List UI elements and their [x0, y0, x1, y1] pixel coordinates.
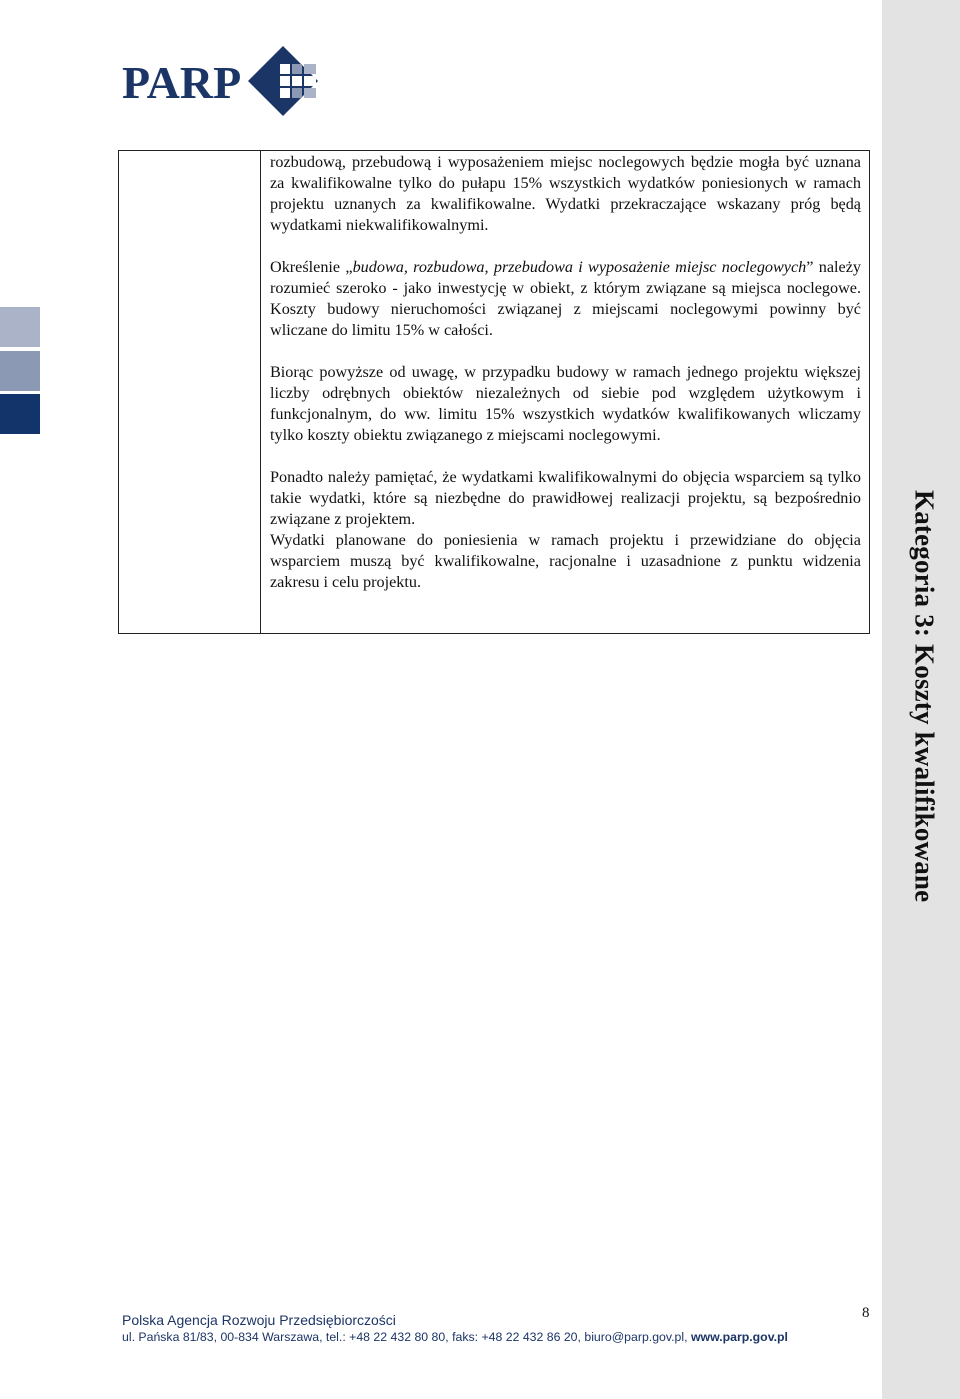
side-title-text: Kategoria 3: Koszty kwalifikowane: [909, 490, 940, 903]
page-number: 8: [862, 1305, 870, 1321]
section-tab-dark: [0, 394, 40, 434]
content-table: [118, 150, 870, 634]
parp-logo: [122, 42, 322, 122]
paragraph-2: [270, 257, 861, 341]
paragraph-2-lead: Określenie „: [270, 258, 353, 276]
paragraph-2-term: budowa, rozbudowa, przebudowa i wyposażenie miejsc noclegowych: [352, 258, 807, 276]
paragraph-1: rozbudową, przebudową i wyposażeniem miejsc noclegowych będzie mogła być uznana za kwalifikowalne tylko do pułapu 15% wszystkich wydatków poniesionych w ramach projektu uznanych za kwalifikowalne. Wydatki przekraczające wskazany próg będą wydatkami niekwalifikowalnymi.: [270, 153, 861, 234]
paragraph-4: Ponadto należy pamiętać, że wydatkami kwalifikowalnymi do objęcia wsparciem są tylko takie wydatki, które są niezbędne do prawidłowej realizacji projektu, są bezpośrednio związane z projektem.: [270, 468, 861, 528]
parp-logo-mark-icon: [246, 44, 320, 118]
footer-address: [122, 1330, 788, 1344]
footer-address-text: ul. Pańska 81/83, 00-834 Warszawa, tel.: +48 22 432 80 80, faks: +48 22 432 86 20, biuro@parp.gov.pl,: [122, 1330, 691, 1344]
section-tab-light: [0, 307, 40, 347]
table-left-cell: [119, 151, 261, 633]
section-tab-mid: [0, 351, 40, 391]
footer-website-link[interactable]: www.parp.gov.pl: [690, 1330, 788, 1344]
logo-text: PARP: [122, 57, 242, 108]
paragraph-3: Biorąc powyższe od uwagę, w przypadku budowy w ramach jednego projektu większej liczby odrębnych obiektów niezależnych od siebie pod względem użytkowym i funkcjonalnym, do ww. limitu 15% wszystkich wydatków kwalifikowanych wliczamy tylko koszty obiektu związanego z miejscami noclegowymi.: [270, 363, 861, 444]
table-right-cell: [270, 152, 861, 593]
footer-org: Polska Agencja Rozwoju Przedsiębiorczości: [122, 1312, 396, 1328]
side-title: [882, 490, 960, 910]
paragraph-5: Wydatki planowane do poniesienia w ramach projektu i przewidziane do objęcia wsparciem muszą być kwalifikowalne, racjonalne i uzasadnione z punktu widzenia zakresu i celu projektu.: [270, 531, 861, 591]
paragraph-2-rest: ” należy rozumieć szeroko - jako inwestycję w obiekt, z którym związane są miejsca noclegowe. Koszty budowy nieruchomości związanej z miejscami noclegowymi powinny być wliczane do limitu 15% w całości.: [270, 258, 861, 339]
